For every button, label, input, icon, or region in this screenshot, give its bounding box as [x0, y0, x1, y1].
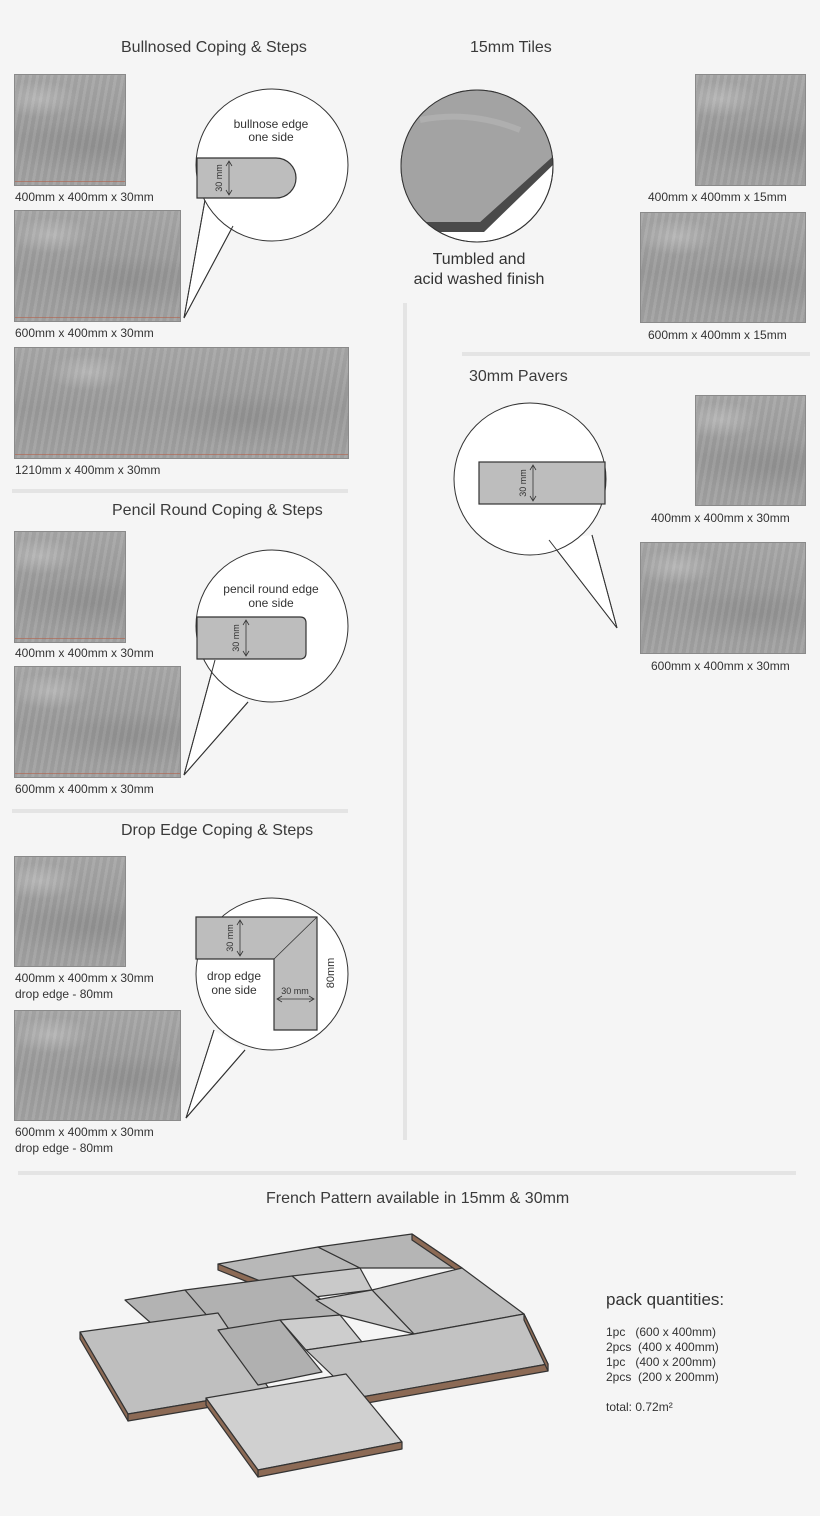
drop-size-400x400-edge: drop edge - 80mm: [15, 987, 114, 1001]
bullnose-dim-label: 30 mm: [214, 164, 224, 192]
tiles-section-title: 15mm Tiles: [470, 39, 552, 56]
pack-total: total: 0.72m²: [606, 1400, 673, 1414]
pencil-section-title: Pencil Round Coping & Steps: [112, 502, 323, 519]
pavers-dim-label: 30 mm: [518, 469, 528, 497]
bullnose-callout-line1: bullnose edge: [233, 117, 309, 131]
pencil-size-600x400: 600mm x 400mm x 30mm: [15, 782, 154, 796]
bullnosed-size-600x400: 600mm x 400mm x 30mm: [15, 326, 154, 340]
pack-quantities-title: pack quantities:: [606, 1290, 725, 1309]
tiles-size-400x400: 400mm x 400mm x 15mm: [648, 190, 787, 204]
drop-section-title: Drop Edge Coping & Steps: [121, 822, 314, 839]
tiles-size-600x400: 600mm x 400mm x 15mm: [648, 328, 787, 342]
bullnosed-section-title: Bullnosed Coping & Steps: [121, 39, 307, 56]
pack-item: 1pc (600 x 400mm): [606, 1325, 717, 1339]
drop-callout-line1: drop edge: [206, 969, 262, 983]
drop-size-600x400-edge: drop edge - 80mm: [15, 1141, 114, 1155]
drop-size-600x400: 600mm x 400mm x 30mm: [15, 1125, 154, 1139]
bullnosed-size-400x400: 400mm x 400mm x 30mm: [15, 190, 154, 204]
pencil-size-400x400: 400mm x 400mm x 30mm: [15, 646, 154, 660]
bullnose-callout-line2: one side: [248, 130, 294, 144]
bullnosed-size-1210x400: 1210mm x 400mm x 30mm: [15, 463, 161, 477]
pencil-dim-label: 30 mm: [231, 624, 241, 652]
drop-callout-line2: one side: [211, 983, 257, 997]
drop-dim-depth: 80mm: [325, 957, 337, 989]
pack-item: 2pcs (400 x 400mm): [606, 1340, 719, 1354]
drop-dim-vertical: 30 mm: [225, 924, 235, 952]
pack-item: 2pcs (200 x 200mm): [606, 1370, 719, 1384]
french-section-title: French Pattern available in 15mm & 30mm: [266, 1190, 570, 1207]
pavers-section-title: 30mm Pavers: [469, 368, 568, 385]
pack-item: 1pc (400 x 200mm): [606, 1355, 717, 1369]
pavers-size-600x400: 600mm x 400mm x 30mm: [651, 659, 790, 673]
pencil-callout-line1: pencil round edge: [223, 582, 319, 596]
pencil-callout-line2: one side: [248, 596, 294, 610]
drop-size-400x400: 400mm x 400mm x 30mm: [15, 971, 154, 985]
tiles-finish-line1: Tumbled and: [432, 251, 526, 268]
drop-dim-horizontal: 30 mm: [281, 986, 309, 996]
pavers-size-400x400: 400mm x 400mm x 30mm: [651, 511, 790, 525]
tiles-finish-line2: acid washed finish: [413, 271, 545, 288]
